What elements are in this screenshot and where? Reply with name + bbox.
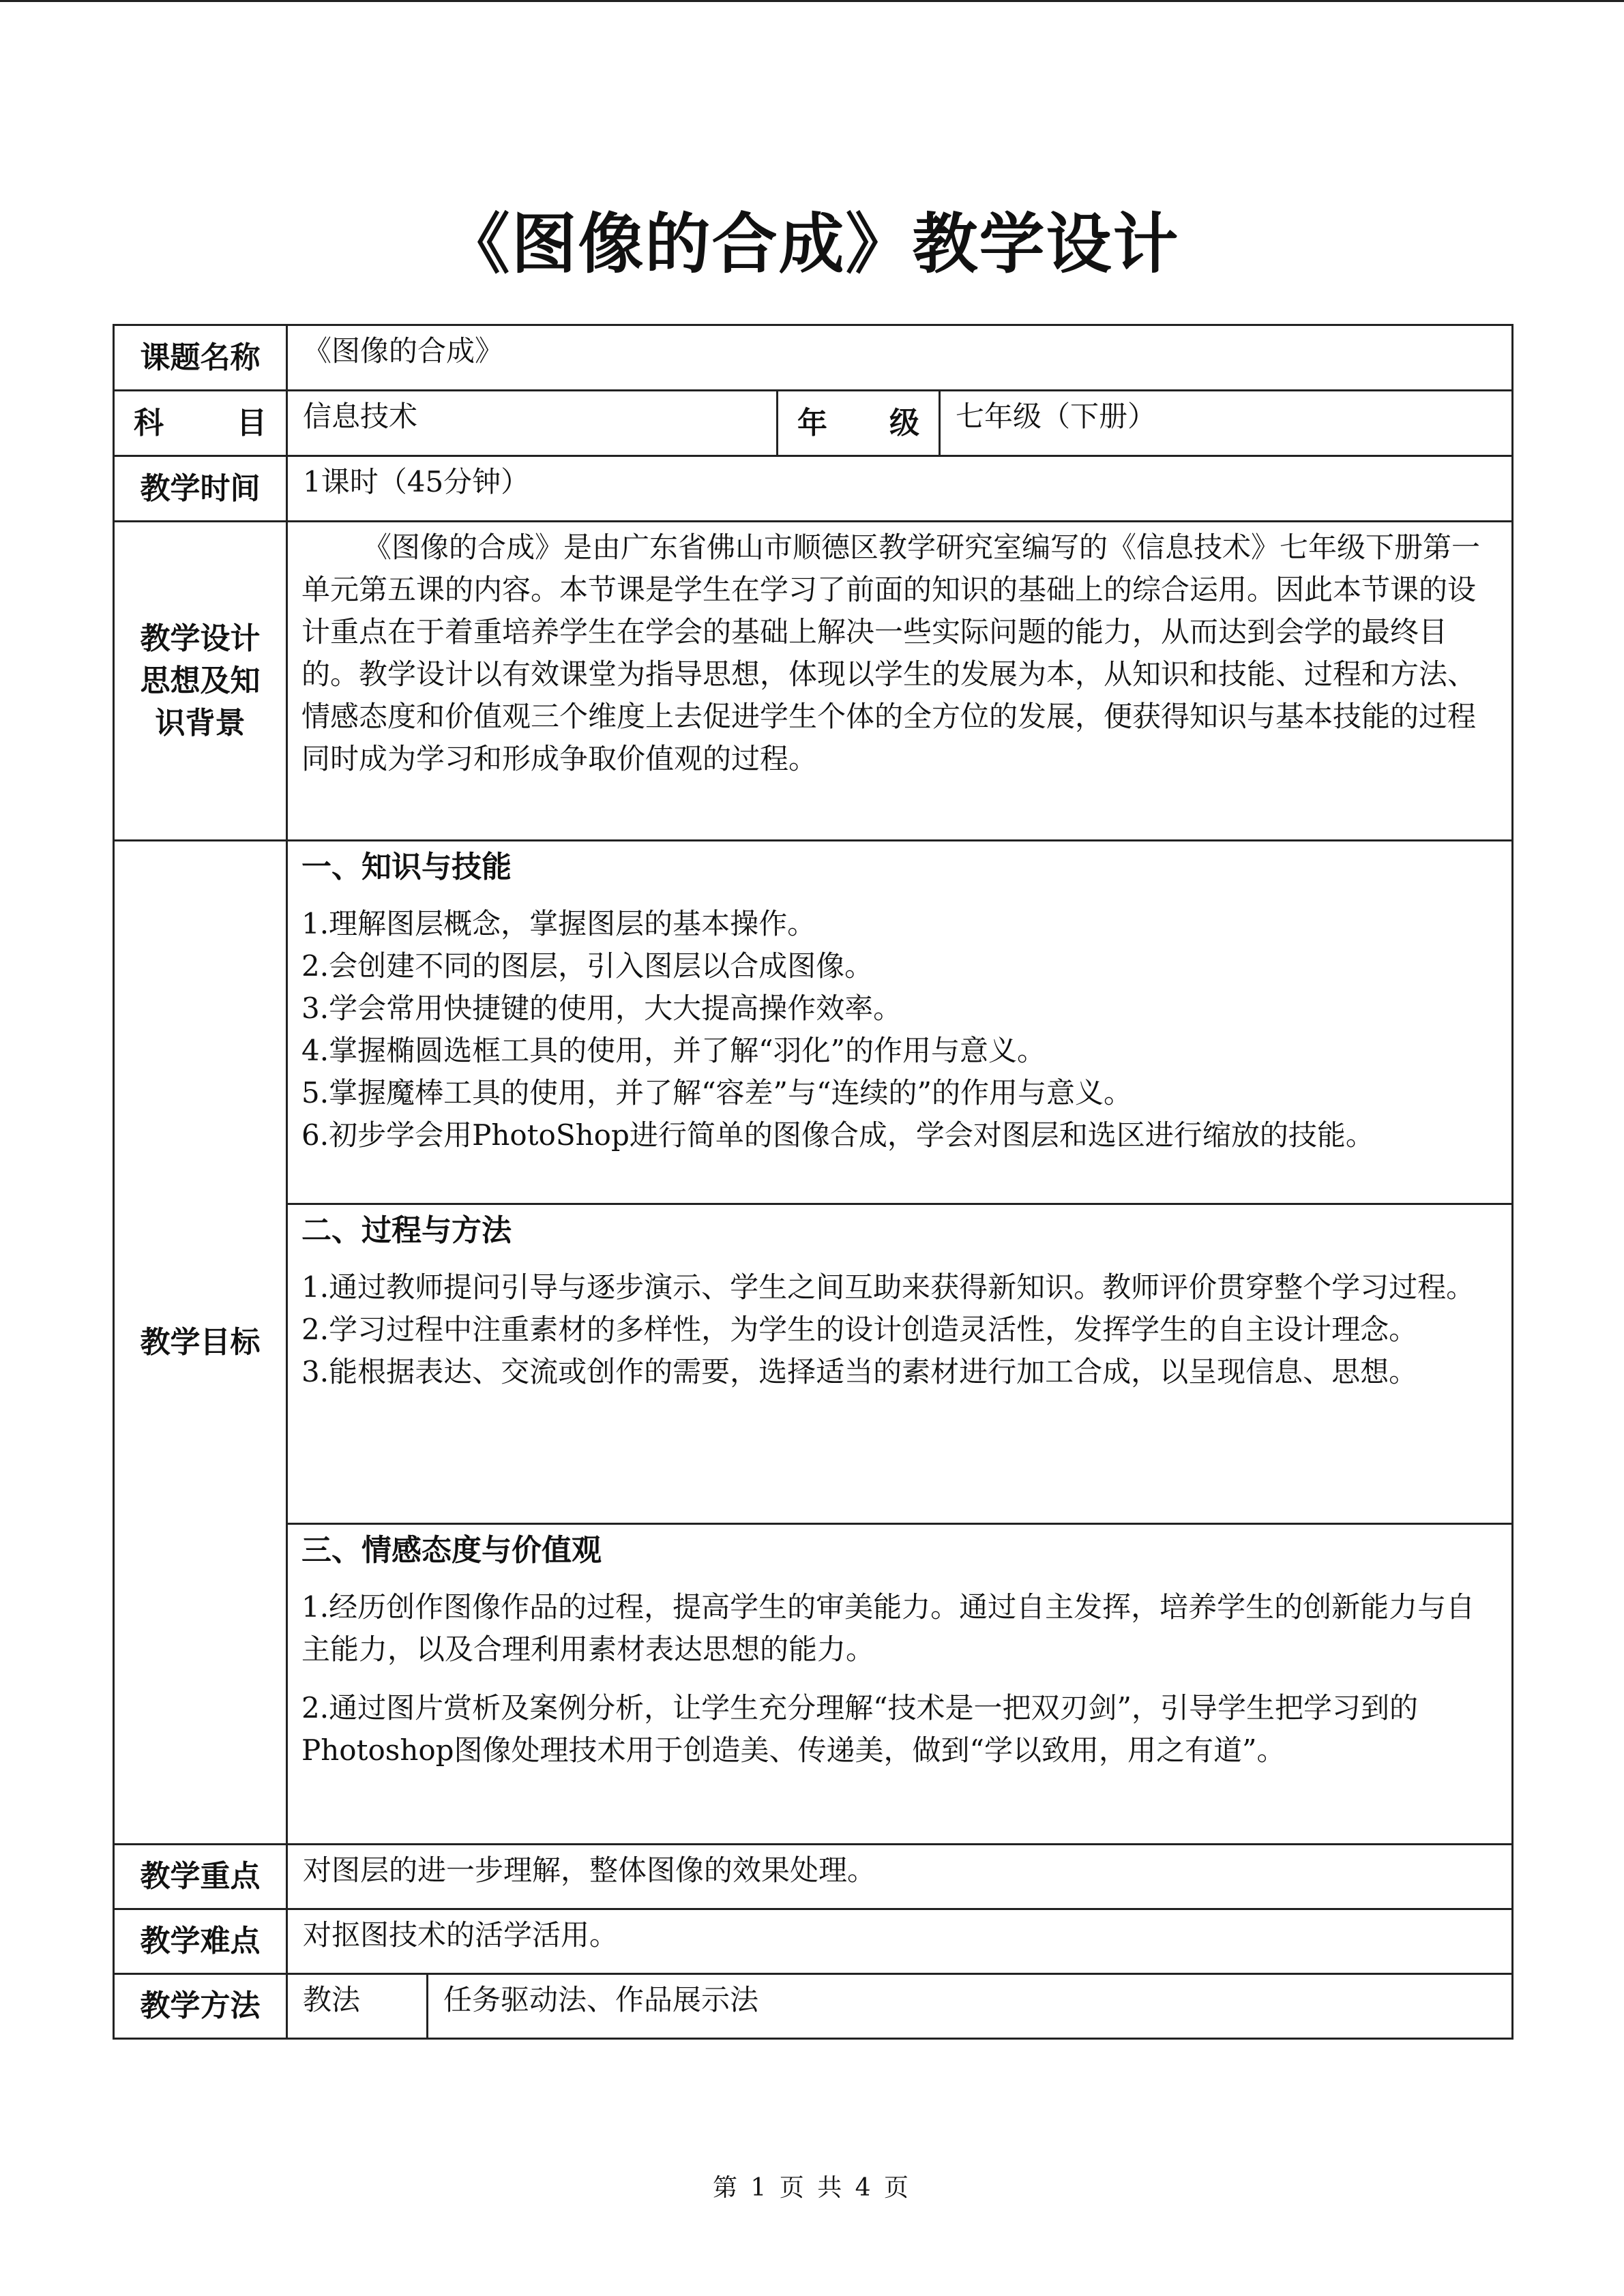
list-item: 3.学会常用快捷键的使用，大大提高操作效率。 <box>301 992 902 1025</box>
background-label-line-3: 识背景 <box>155 705 246 741</box>
method-sub-label: 教法 <box>287 1974 428 2039</box>
top-border-line <box>0 0 1624 2</box>
list-item: 2.通过图片赏析及案例分析，让学生充分理解“技术是一把双刃剑”，引导学生把学习到的Photoshop图像处理技术用于创造美、传递美，做到“学以致用，用之有道”。 <box>301 1691 1419 1767</box>
row-background <box>114 522 1513 841</box>
grade-label-char-2: 级 <box>889 405 919 441</box>
topic-value: 《图像的合成》 <box>287 325 1513 391</box>
difficulty-label: 教学难点 <box>114 1909 287 1974</box>
list-item: 1.通过教师提问引导与逐步演示、学生之间互助来获得新知识。教师评价贯穿整个学习过程。 <box>301 1270 1475 1304</box>
section-heading: 二、过程与方法 <box>301 1213 512 1248</box>
section-heading: 一、知识与技能 <box>301 850 512 884</box>
background-text: 《图像的合成》是由广东省佛山市顺德区教学研究室编写的《信息技术》七年级下册第一单元第五课的内容。本节课是学生在学习了前面的知识的基础上的综合运用。因此本节课的设计重点在于着重培养学生在学会的基础上解决一些实际问题的能力，从而达到会学的最终目的。教学设计以有效课堂为指导思想，体现以学生的发展为本，从知识和技能、过程和方法、情感态度和价值观三个维度上去促进学生个体的全方位的发展，便获得知识与基本技能的过程同时成为学习和形成争取价值观的过程。 <box>287 522 1513 841</box>
row-time <box>114 456 1513 522</box>
row-topic <box>114 325 1513 391</box>
row-objectives-1 <box>114 841 1513 1204</box>
list-item: 2.学习过程中注重素材的多样性，为学生的设计创造灵活性，发挥学生的自主设计理念。 <box>301 1313 1418 1346</box>
grade-label-char-1: 年 <box>797 405 827 441</box>
subject-label <box>114 391 287 456</box>
page-footer: 第 1 页 共 4 页 <box>712 2174 912 2202</box>
grade-label <box>778 391 940 456</box>
row-objectives-3 <box>114 1524 1513 1845</box>
list-item: 1.理解图层概念，掌握图层的基本操作。 <box>301 907 816 940</box>
list-item: 4.掌握椭圆选框工具的使用，并了解“羽化”的作用与意义。 <box>301 1034 1046 1067</box>
list-item: 3.能根据表达、交流或创作的需要，选择适当的素材进行加工合成，以呈现信息、思想。 <box>301 1355 1418 1388</box>
objectives-section-knowledge <box>287 841 1513 1204</box>
difficulty-value: 对抠图技术的活学活用。 <box>287 1909 1513 1974</box>
method-label: 教学方法 <box>114 1974 287 2039</box>
background-label-line-2: 思想及知 <box>140 663 261 698</box>
row-objectives-2 <box>114 1204 1513 1524</box>
list-item: 2.会创建不同的图层，引入图层以合成图像。 <box>301 949 874 983</box>
time-value: 1课时（45分钟） <box>287 456 1513 522</box>
time-label: 教学时间 <box>114 456 287 522</box>
row-subject <box>114 391 1513 456</box>
key-point-label: 教学重点 <box>114 1845 287 1909</box>
subject-value: 信息技术 <box>287 391 778 456</box>
objectives-label: 教学目标 <box>114 841 287 1845</box>
subject-label-char-1: 科 <box>134 405 164 441</box>
row-method <box>114 1974 1513 2039</box>
grade-value: 七年级（下册） <box>940 391 1513 456</box>
lesson-plan-table <box>113 324 1514 2040</box>
background-label-line-1: 教学设计 <box>140 621 261 656</box>
objectives-section-process <box>287 1204 1513 1524</box>
key-point-value: 对图层的进一步理解，整体图像的效果处理。 <box>287 1845 1513 1909</box>
section-heading: 三、情感态度与价值观 <box>301 1533 602 1568</box>
method-value: 任务驱动法、作品展示法 <box>428 1974 1513 2039</box>
background-label <box>114 522 287 841</box>
list-item: 5.掌握魔棒工具的使用，并了解“容差”与“连续的”的作用与意义。 <box>301 1076 1132 1109</box>
list-item: 6.初步学会用PhotoShop进行简单的图像合成，学会对图层和选区进行缩放的技能。 <box>301 1118 1374 1152</box>
row-difficulty <box>114 1909 1513 1974</box>
list-item: 1.经历创作图像作品的过程，提高学生的审美能力。通过自主发挥，培养学生的创新能力与自主能力，以及合理利用素材表达思想的能力。 <box>301 1590 1475 1666</box>
subject-label-char-2: 目 <box>237 405 267 441</box>
topic-label: 课题名称 <box>114 325 287 391</box>
page-title: 《图像的合成》教学设计 <box>444 206 1180 282</box>
row-key-point <box>114 1845 1513 1909</box>
objectives-section-attitude <box>287 1524 1513 1845</box>
